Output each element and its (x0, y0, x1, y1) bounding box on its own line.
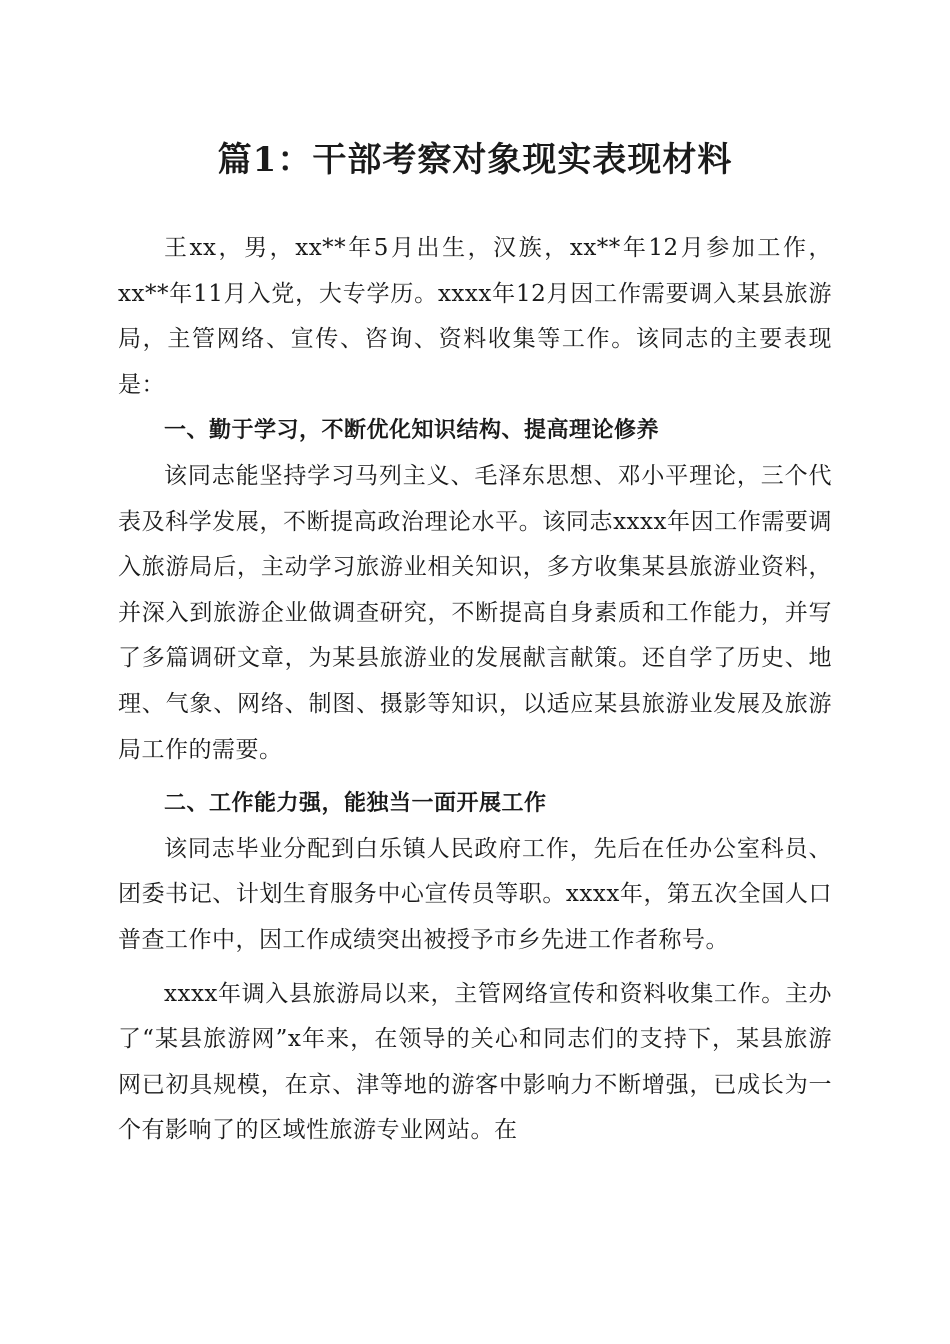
section-2-heading: 二、工作能力强，能独当一面开展工作 (164, 791, 547, 817)
spacer (118, 964, 832, 972)
section-1-heading: 一、勤于学习，不断优化知识结构、提高理论修养 (164, 418, 660, 444)
document-title: 篇1：干部考察对象现实表现材料 (217, 140, 733, 180)
section-2-paragraph-1: 该同志毕业分配到白乐镇人民政府工作，先后在任办公室科员、团委书记、计划生育服务中心宣传员等职。xxxx年，第五次全国人口普查工作中，因工作成绩突出被授予市乡先进工作者称号。 (118, 835, 832, 953)
section-1-paragraph: 该同志能坚持学习马列主义、毛泽东思想、邓小平理论，三个代表及科学发展，不断提高政治理论水平。该同志xxxx年因工作需要调入旅游局后，主动学习旅游业相关知识，多方收集某县旅游业资料，并深入到旅游企业做调查研究，不断提高自身素质和工作能力，并写了多篇调研文章，为某县旅游业的发展献言献策。还自学了历史、地理、气象、网络、制图、摄影等知识，以适应某县旅游业发展及旅游局工作的需要。 (118, 462, 832, 763)
spacer (118, 773, 832, 781)
document-body (118, 226, 832, 1154)
intro-paragraph: 王xx，男，xx**年5月出生，汉族，xx**年12月参加工作，xx**年11月入党，大专学历。xxxx年12月因工作需要调入某县旅游局，主管网络、宣传、咨询、资料收集等工作。该同志的主要表现是： (118, 235, 832, 398)
section-2-paragraph-2: xxxx年调入县旅游局以来，主管网络宣传和资料收集工作。主办了“某县旅游网”x年来，在领导的关心和同志们的支持下，某县旅游网已初具规模，在京、津等地的游客中影响力不断增强，已成长为一个有影响了的区域性旅游专业网站。在 (118, 980, 832, 1144)
